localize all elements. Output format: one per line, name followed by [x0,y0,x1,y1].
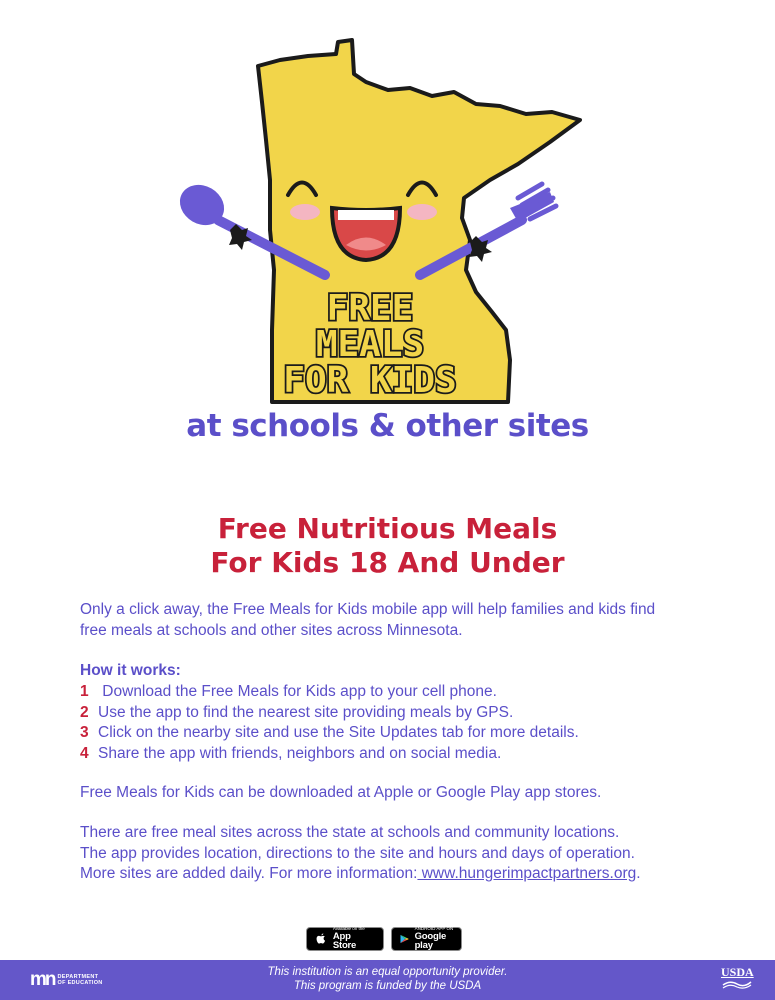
hunger-impact-partners-link[interactable]: www.hungerimpactpartners.org [417,865,637,882]
sites-line-3-prefix: More sites are added daily. For more information: [80,865,418,882]
step-item [80,723,700,744]
step-text: Download the Free Meals for Kids app to your cell phone. [98,683,497,700]
step-item [80,744,700,765]
step-number: 1 [80,683,89,700]
usda-swoosh-icon [722,979,752,989]
step-text: Click on the nearby site and use the Site Updates tab for more details. [98,724,579,741]
how-it-works-title: How it works: [80,662,181,679]
mde-line-2: OF EDUCATION [57,979,103,986]
apple-icon [314,932,328,946]
step-text: Use the app to find the nearest site providing meals by GPS. [98,703,514,721]
app-store-button[interactable] [306,927,384,951]
minnesota-mascot-icon [170,30,590,410]
step-number: 3 [80,724,89,741]
intro-line-2: free meals at schools and other sites across Minnesota. [80,621,463,639]
sites-line-2: The app provides location, directions to the site and hours and days of operation. [80,844,635,862]
step-number: 4 [80,744,89,762]
footer-line-1: This institution is an equal opportunity provider. [267,966,508,978]
sites-paragraph [80,823,700,885]
free-meals-logo [170,30,590,410]
google-play-icon [399,932,410,946]
sites-line-1: There are free meal sites across the state at schools and community locations. [80,824,620,841]
footer-line-2: This program is funded by the USDA [293,980,482,992]
headline-line-2: For Kids 18 And Under [210,546,565,579]
usda-text: USDA [721,965,754,979]
step-item [80,682,700,703]
intro-paragraph [80,600,700,641]
headline [0,512,775,580]
download-paragraph: Free Meals for Kids can be downloaded at Apple or Google Play app stores. [80,784,602,801]
sites-line-3-suffix: . [636,865,641,882]
footer-disclaimer [0,965,775,993]
google-play-button[interactable] [391,927,462,951]
step-item [80,703,700,724]
mde-line-1: DEPARTMENT [57,973,99,980]
google-play-small-label: ANDROID APP ON [414,926,454,932]
app-store-badges [306,927,462,951]
app-store-label: App Store [332,930,357,952]
google-play-label: Google play [414,930,447,952]
headline-line-1: Free Nutritious Meals [217,512,558,545]
tagline: at schools & other sites [186,408,589,444]
intro-line-1: Only a click away, the Free Meals for Kids mobile app will help families and kids find [80,601,656,618]
usda-logo [721,966,753,989]
logo-text-line-2: MEALS [315,324,425,365]
steps-list [80,682,700,764]
sites-line-3 [80,864,700,885]
step-text: Share the app with friends, neighbors and on social media. [98,744,502,762]
logo-text-line-3: FOR KIDS [283,360,457,401]
app-store-small-label: Available on the [332,926,365,932]
step-number: 2 [80,703,89,721]
mn-logo-mark: mn [30,969,55,990]
footer-bar [0,960,775,1000]
logo-text-line-1: FREE [326,288,414,329]
